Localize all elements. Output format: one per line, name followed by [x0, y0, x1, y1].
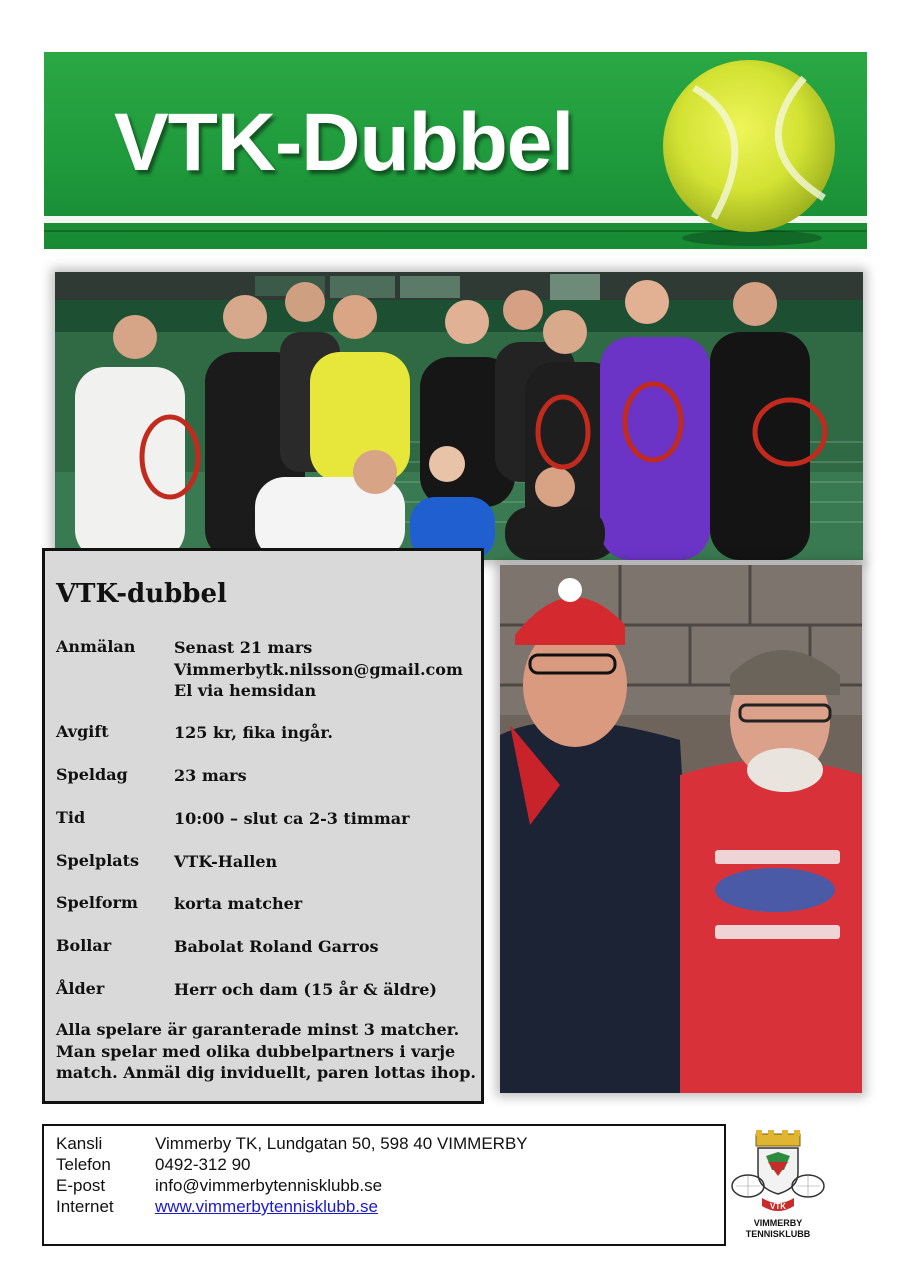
club-logo	[728, 1128, 828, 1243]
info-note	[56, 1019, 476, 1084]
info-value: 125 kr, fika ingår.	[174, 723, 333, 742]
info-label: Bollar	[56, 936, 112, 955]
contact-label: E-post	[56, 1176, 106, 1195]
contact-value: Vimmerby TK, Lundgatan 50, 598 40 VIMMERBY	[155, 1134, 528, 1153]
info-value	[174, 637, 463, 702]
info-value: VTK-Hallen	[174, 852, 278, 871]
info-heading: VTK-dubbel	[56, 579, 227, 609]
page-title: VTK-Dubbel	[114, 97, 574, 188]
contact-label: Telefon	[56, 1155, 111, 1174]
info-label: Ålder	[56, 979, 105, 998]
info-note-line: match. Anmäl dig inviduellt, paren lottas ihop.	[56, 1063, 476, 1082]
info-label: Tid	[56, 808, 86, 827]
info-value: 23 mars	[174, 766, 247, 785]
contact-box	[42, 1124, 726, 1246]
website-link[interactable]: www.vimmerbytennisklubb.se	[155, 1197, 378, 1216]
info-value-line: El via hemsidan	[174, 681, 317, 700]
info-value: korta matcher	[174, 894, 303, 913]
team-photo	[55, 272, 863, 560]
info-label: Anmälan	[56, 637, 136, 656]
info-note-line: Man spelar med olika dubbelpartners i varje	[56, 1041, 456, 1061]
info-value-line: Senast 21 mars	[174, 638, 313, 657]
event-info-box	[42, 548, 484, 1104]
info-value-email[interactable]: Vimmerbytk.nilsson@gmail.com	[174, 659, 463, 679]
logo-name-line1: VIMMERBY	[753, 1218, 803, 1228]
two-players-photo-icon	[500, 565, 862, 1093]
info-value: Babolat Roland Garros	[174, 937, 379, 956]
info-label: Spelplats	[56, 851, 140, 870]
info-note-line: Alla spelare är garanterade minst 3 matcher.	[56, 1020, 460, 1039]
contact-label: Kansli	[56, 1134, 103, 1153]
logo-monogram: VTK	[770, 1202, 786, 1211]
contact-email: info@vimmerbytennisklubb.se	[155, 1176, 383, 1195]
info-value: 10:00 – slut ca 2-3 timmar	[174, 809, 410, 828]
club-crest-icon	[728, 1128, 828, 1216]
team-group-photo-icon	[55, 272, 863, 560]
info-label: Avgift	[56, 722, 109, 741]
info-label: Spelform	[56, 893, 138, 912]
duo-photo	[500, 565, 862, 1093]
info-label: Speldag	[56, 765, 128, 784]
contact-phone: 0492-312 90	[155, 1155, 251, 1174]
info-value: Herr och dam (15 år & äldre)	[174, 980, 437, 999]
header-banner	[44, 52, 867, 249]
contact-label: Internet	[56, 1197, 114, 1216]
tennis-ball-icon	[654, 58, 844, 248]
logo-name-line2: TENNISKLUBB	[745, 1229, 811, 1239]
